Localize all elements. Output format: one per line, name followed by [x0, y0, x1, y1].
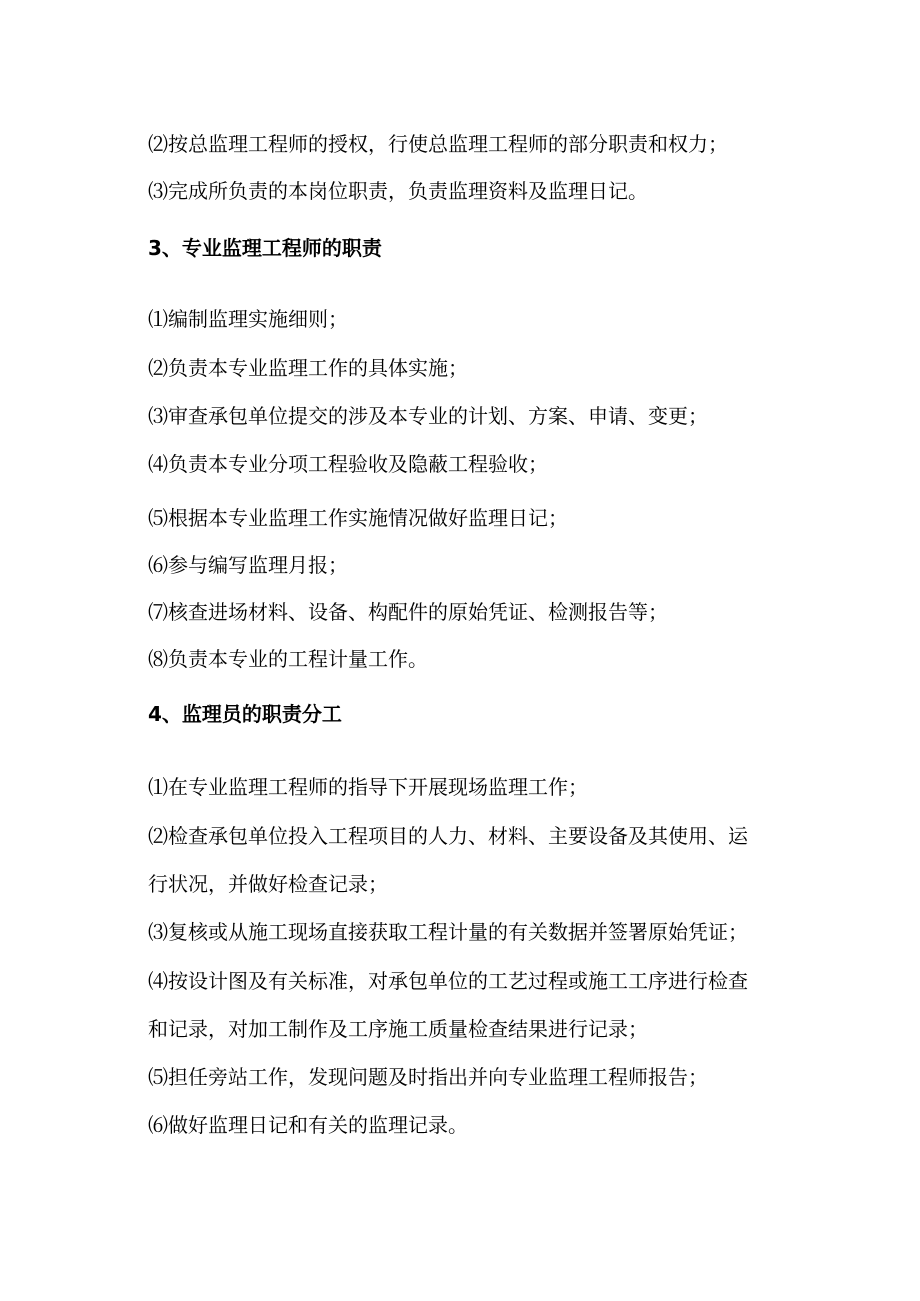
- section3-item-5: ⑸根据本专业监理工作实施情况做好监理日记；: [148, 506, 568, 530]
- section3-item-6: ⑹参与编写监理月报；: [148, 553, 348, 577]
- section3-item-3: ⑶审查承包单位提交的涉及本专业的计划、方案、申请、变更；: [148, 404, 708, 428]
- section3-item-8: ⑻负责本专业的工程计量工作。: [148, 647, 428, 671]
- section4-heading: 4、监理员的职责分工: [148, 702, 342, 726]
- section4-item-3: ⑶复核或从施工现场直接获取工程计量的有关数据并签署原始凭证；: [148, 920, 748, 944]
- section2-item-3: ⑶完成所负责的本岗位职责，负责监理资料及监理日记。: [148, 179, 648, 203]
- section4-item-2-cont: 行状况，并做好检查记录；: [148, 872, 388, 896]
- section2-item-2: ⑵按总监理工程师的授权，行使总监理工程师的部分职责和权力；: [148, 132, 728, 156]
- section3-heading: 3、专业监理工程师的职责: [148, 236, 382, 260]
- section3-item-2: ⑵负责本专业监理工作的具体实施；: [148, 356, 468, 380]
- section3-item-4: ⑷负责本专业分项工程验收及隐蔽工程验收；: [148, 452, 548, 476]
- section4-item-2: ⑵检查承包单位投入工程项目的人力、材料、主要设备及其使用、运: [148, 824, 748, 848]
- section4-item-1: ⑴在专业监理工程师的指导下开展现场监理工作；: [148, 775, 588, 799]
- section4-item-4: ⑷按设计图及有关标准，对承包单位的工艺过程或施工工序进行检查: [148, 969, 748, 993]
- section3-item-1: ⑴编制监理实施细则；: [148, 307, 348, 331]
- section4-item-4-cont: 和记录，对加工制作及工序施工质量检查结果进行记录；: [148, 1017, 648, 1041]
- section3-item-7: ⑺核查进场材料、设备、构配件的原始凭证、检测报告等；: [148, 600, 668, 624]
- section4-item-6: ⑹做好监理日记和有关的监理记录。: [148, 1113, 468, 1137]
- section4-item-5: ⑸担任旁站工作，发现问题及时指出并向专业监理工程师报告；: [148, 1065, 708, 1089]
